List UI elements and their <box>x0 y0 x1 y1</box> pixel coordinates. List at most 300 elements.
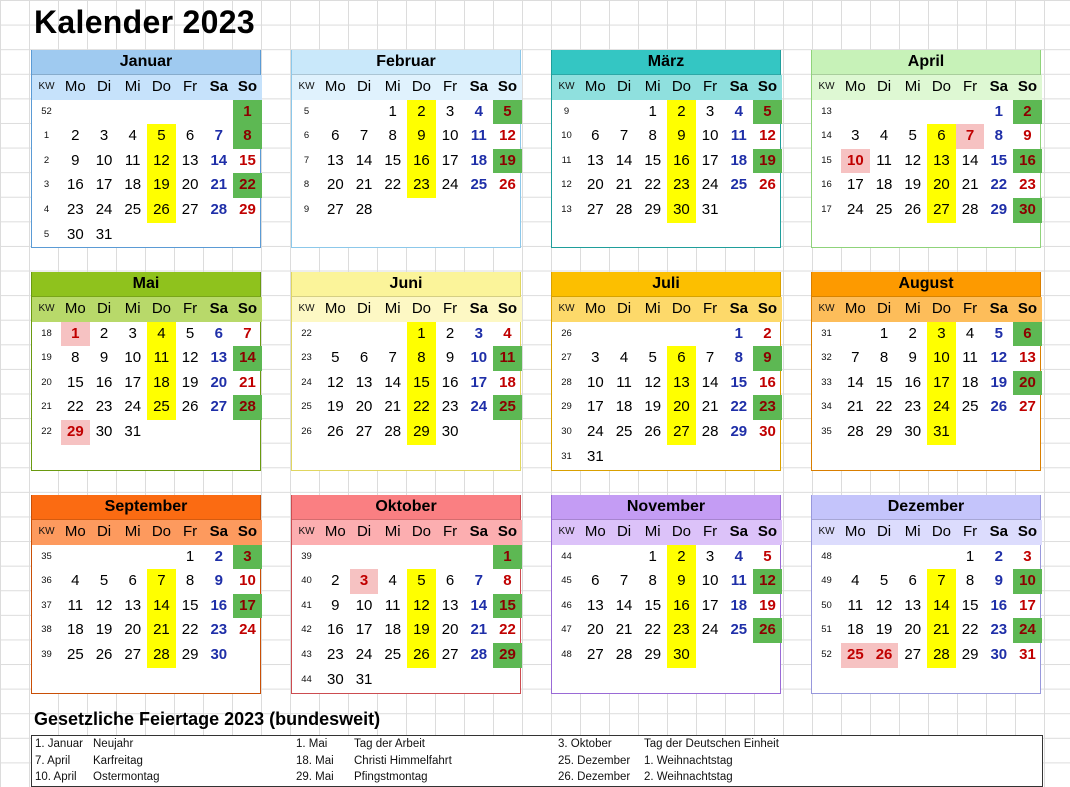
day-cell: 17 <box>470 373 488 391</box>
weekday-fr: Fr <box>436 520 465 545</box>
week-number: 20 <box>41 376 52 388</box>
kw-header: KW <box>552 75 581 100</box>
day-cell: 7 <box>956 124 985 149</box>
week-number: 34 <box>821 401 832 413</box>
day-cell: 11 <box>470 127 487 145</box>
weekday-sa: Sa <box>984 520 1013 545</box>
week-number: 21 <box>41 401 52 413</box>
empty-day <box>696 322 725 347</box>
day-cell: 24 <box>355 645 373 663</box>
week-number: 19 <box>41 352 52 364</box>
empty-day <box>118 223 147 248</box>
month-maerz <box>551 50 781 248</box>
day-cell: 30 <box>67 225 84 243</box>
weekday-so: So <box>233 75 262 100</box>
day-cell: 25 <box>147 395 176 420</box>
day-cell: 22 <box>499 621 516 639</box>
day-cell: 8 <box>648 127 657 145</box>
holiday-date: 29. Mai <box>296 771 334 784</box>
day-cell: 8 <box>994 127 1003 145</box>
empty-day <box>350 545 379 570</box>
empty-day <box>724 198 753 223</box>
day-cell: 24 <box>1013 618 1042 643</box>
day-cell: 6 <box>591 127 600 145</box>
week-row <box>32 100 260 125</box>
day-cell: 1 <box>879 324 889 342</box>
weekday-do: Do <box>667 520 696 545</box>
empty-day <box>436 668 465 693</box>
week-number: 52 <box>41 105 52 117</box>
weekday-mi: Mi <box>898 75 927 100</box>
day-cell: 5 <box>879 572 889 590</box>
empty-day <box>204 100 233 125</box>
weekday-fr: Fr <box>436 75 465 100</box>
day-cell: 3 <box>1023 547 1032 565</box>
day-cell: 16 <box>990 596 1008 614</box>
week-row <box>812 594 1040 619</box>
day-cell: 6 <box>591 572 600 590</box>
day-cell: 20 <box>587 176 604 194</box>
day-cell: 6 <box>359 349 369 367</box>
day-cell: 21 <box>384 398 402 416</box>
empty-day <box>610 100 639 125</box>
day-cell: 20 <box>904 621 922 639</box>
weekday-fr: Fr <box>176 75 205 100</box>
day-cell: 23 <box>441 398 459 416</box>
empty-day <box>118 545 147 570</box>
empty-day <box>898 545 927 570</box>
day-cell: 29 <box>644 200 662 218</box>
weekday-do: Do <box>147 297 176 322</box>
holiday-name: Tag der Arbeit <box>354 738 425 750</box>
day-cell: 11 <box>730 572 747 590</box>
day-cell: 17 <box>701 596 719 614</box>
day-cell: 23 <box>753 395 782 420</box>
weekday-mi: Mi <box>638 75 667 100</box>
weekday-fr: Fr <box>436 297 465 322</box>
day-cell: 15 <box>384 151 402 169</box>
week-number: 22 <box>41 425 52 437</box>
day-cell: 14 <box>210 151 228 169</box>
weekday-so: So <box>493 75 522 100</box>
day-cell: 10 <box>95 151 113 169</box>
holiday-name: 1. Weihnachtstag <box>644 754 733 767</box>
weekday-di: Di <box>610 75 639 100</box>
empty-day <box>407 668 436 693</box>
week-row <box>552 643 780 668</box>
weekday-sa: Sa <box>724 520 753 545</box>
week-number: 7 <box>303 154 310 166</box>
empty-day <box>581 322 610 347</box>
day-cell: 26 <box>327 422 344 440</box>
week-number: 52 <box>821 648 832 660</box>
day-cell: 28 <box>147 643 176 668</box>
day-cell: 10 <box>927 346 956 371</box>
week-row <box>32 618 260 643</box>
week-number: 48 <box>821 550 832 562</box>
month-name: April <box>812 50 1040 75</box>
week-row <box>292 594 520 619</box>
day-cell: 12 <box>407 594 436 619</box>
day-cell: 7 <box>619 572 629 590</box>
day-cell: 24 <box>239 621 256 639</box>
day-cell: 17 <box>1019 596 1036 614</box>
empty-day <box>581 545 610 570</box>
day-cell: 28 <box>847 422 864 440</box>
day-cell: 11 <box>847 596 864 614</box>
week-number: 29 <box>561 401 572 413</box>
day-cell: 18 <box>615 398 633 416</box>
week-number: 42 <box>301 624 312 636</box>
day-cell: 28 <box>470 645 488 663</box>
day-cell: 22 <box>875 398 893 416</box>
day-cell: 15 <box>493 594 522 619</box>
week-number: 14 <box>821 130 832 142</box>
month-april <box>811 50 1041 248</box>
day-cell: 27 <box>1019 398 1036 416</box>
month-name: Juli <box>552 272 780 297</box>
day-cell: 3 <box>705 102 715 120</box>
week-row <box>32 420 260 445</box>
week-row <box>32 124 260 149</box>
day-cell: 2 <box>407 100 436 125</box>
weekday-sa: Sa <box>984 297 1013 322</box>
day-cell: 23 <box>990 621 1008 639</box>
day-cell: 5 <box>407 569 436 594</box>
weekday-mo: Mo <box>841 297 870 322</box>
weekday-sa: Sa <box>204 297 233 322</box>
month-august <box>811 272 1041 471</box>
day-cell: 12 <box>147 149 176 174</box>
empty-day <box>667 445 696 470</box>
day-cell: 9 <box>994 572 1003 590</box>
weekday-header-row <box>552 520 780 545</box>
day-cell: 8 <box>233 124 262 149</box>
empty-day <box>841 100 870 125</box>
day-cell: 20 <box>181 176 199 194</box>
weekday-di: Di <box>870 297 899 322</box>
empty-day <box>493 668 522 693</box>
day-cell: 11 <box>147 346 176 371</box>
day-cell: 14 <box>384 373 402 391</box>
day-cell: 12 <box>990 349 1008 367</box>
week-number: 50 <box>821 599 832 611</box>
week-number: 39 <box>301 550 312 562</box>
day-cell: 6 <box>927 124 956 149</box>
week-row <box>552 371 780 396</box>
month-mai <box>31 272 261 471</box>
day-cell: 4 <box>71 572 80 590</box>
day-cell: 9 <box>331 596 340 614</box>
month-name: Mai <box>32 272 260 297</box>
day-cell: 17 <box>701 151 719 169</box>
day-cell: 23 <box>667 618 696 643</box>
weekday-header-row <box>552 297 780 322</box>
weekday-fr: Fr <box>956 75 985 100</box>
day-cell: 18 <box>67 621 84 639</box>
day-cell: 9 <box>445 349 455 367</box>
day-cell: 28 <box>210 200 228 218</box>
day-cell: 19 <box>759 596 776 614</box>
day-cell: 16 <box>327 621 344 639</box>
day-cell: 15 <box>644 596 662 614</box>
empty-day <box>204 223 233 248</box>
empty-day <box>321 322 350 347</box>
day-cell: 27 <box>327 200 344 218</box>
day-cell: 12 <box>753 569 782 594</box>
weekday-header-row <box>32 75 260 100</box>
day-cell: 6 <box>185 127 195 145</box>
empty-day <box>147 223 176 248</box>
weekday-do: Do <box>667 75 696 100</box>
day-cell: 4 <box>474 102 483 120</box>
weekday-mo: Mo <box>841 75 870 100</box>
empty-day <box>696 445 725 470</box>
day-cell: 29 <box>644 645 662 663</box>
day-cell: 6 <box>667 346 696 371</box>
day-cell: 3 <box>851 127 860 145</box>
day-cell: 27 <box>181 200 199 218</box>
day-cell: 30 <box>327 670 344 688</box>
day-cell: 4 <box>503 324 512 342</box>
day-cell: 11 <box>493 346 522 371</box>
day-cell: 5 <box>753 100 782 125</box>
day-cell: 13 <box>124 596 142 614</box>
day-cell: 28 <box>355 200 373 218</box>
day-cell: 21 <box>847 398 864 416</box>
week-number: 17 <box>821 203 832 215</box>
weekday-fr: Fr <box>696 75 725 100</box>
day-cell: 5 <box>648 349 657 367</box>
day-cell: 29 <box>961 645 979 663</box>
day-cell: 27 <box>587 200 604 218</box>
week-number: 43 <box>301 648 312 660</box>
day-cell: 5 <box>331 349 340 367</box>
day-cell: 22 <box>233 173 262 198</box>
day-cell: 7 <box>619 127 629 145</box>
day-cell: 20 <box>1013 371 1042 396</box>
holiday-date: 1. Januar <box>35 738 83 750</box>
week-number: 49 <box>821 575 832 587</box>
day-cell: 18 <box>730 596 748 614</box>
week-number: 38 <box>41 624 52 636</box>
day-cell: 16 <box>667 149 696 174</box>
day-cell: 4 <box>619 349 629 367</box>
empty-day <box>61 100 90 125</box>
day-cell: 13 <box>210 349 228 367</box>
day-cell: 12 <box>327 373 344 391</box>
kw-header: KW <box>812 520 841 545</box>
week-row <box>292 420 520 445</box>
day-cell: 13 <box>1019 349 1036 367</box>
week-number: 41 <box>301 599 312 611</box>
week-row <box>32 545 260 570</box>
month-september <box>31 495 261 694</box>
empty-day <box>638 322 667 347</box>
week-row <box>292 173 520 198</box>
empty-day <box>204 420 233 445</box>
day-cell: 8 <box>388 127 397 145</box>
day-cell: 9 <box>99 349 109 367</box>
day-cell: 7 <box>927 569 956 594</box>
day-cell: 4 <box>734 547 743 565</box>
day-cell: 10 <box>124 349 142 367</box>
day-cell: 13 <box>904 596 922 614</box>
week-row <box>552 569 780 594</box>
day-cell: 13 <box>667 371 696 396</box>
day-cell: 1 <box>734 324 743 342</box>
day-cell: 24 <box>441 176 459 194</box>
weekday-mo: Mo <box>581 520 610 545</box>
day-cell: 27 <box>355 422 373 440</box>
week-row <box>812 395 1040 420</box>
weekday-so: So <box>233 520 262 545</box>
weekday-mi: Mi <box>378 75 407 100</box>
day-cell: 16 <box>210 596 228 614</box>
day-cell: 29 <box>407 420 436 445</box>
day-cell: 2 <box>667 100 696 125</box>
weekday-di: Di <box>870 75 899 100</box>
weekday-mo: Mo <box>61 297 90 322</box>
weekday-mi: Mi <box>118 520 147 545</box>
day-cell: 1 <box>994 102 1003 120</box>
day-cell: 25 <box>841 643 870 668</box>
kw-header: KW <box>32 297 61 322</box>
holiday-date: 3. Oktober <box>558 738 612 750</box>
day-cell: 14 <box>701 373 719 391</box>
day-cell: 31 <box>355 670 373 688</box>
day-cell: 19 <box>95 621 113 639</box>
week-row <box>552 124 780 149</box>
weekday-sa: Sa <box>464 520 493 545</box>
empty-day <box>724 445 753 470</box>
empty-day <box>464 668 493 693</box>
day-cell: 26 <box>147 198 176 223</box>
day-cell: 1 <box>233 100 262 125</box>
weekday-sa: Sa <box>984 75 1013 100</box>
month-juli <box>551 272 781 471</box>
day-cell: 29 <box>990 200 1008 218</box>
weekday-di: Di <box>350 297 379 322</box>
weekday-do: Do <box>407 297 436 322</box>
month-januar <box>31 50 261 248</box>
empty-day <box>176 223 205 248</box>
day-cell: 28 <box>384 422 402 440</box>
day-cell: 21 <box>961 176 979 194</box>
day-cell: 1 <box>965 547 975 565</box>
week-number: 5 <box>43 228 50 240</box>
day-cell: 24 <box>701 621 719 639</box>
day-cell: 1 <box>648 547 657 565</box>
day-cell: 14 <box>615 596 633 614</box>
day-cell: 26 <box>870 643 899 668</box>
empty-day <box>1013 420 1042 445</box>
month-name: Februar <box>292 50 520 75</box>
month-name: November <box>552 495 780 520</box>
week-number: 6 <box>303 130 310 142</box>
empty-day <box>841 322 870 347</box>
month-name: August <box>812 272 1040 297</box>
weekday-di: Di <box>350 75 379 100</box>
day-cell: 25 <box>875 200 893 218</box>
week-row <box>552 420 780 445</box>
week-row <box>812 420 1040 445</box>
day-cell: 30 <box>990 645 1008 663</box>
day-cell: 12 <box>499 127 516 145</box>
day-cell: 26 <box>407 643 436 668</box>
week-row <box>552 198 780 223</box>
weekday-mo: Mo <box>581 297 610 322</box>
day-cell: 3 <box>591 349 600 367</box>
day-cell: 25 <box>493 395 522 420</box>
day-cell: 6 <box>1013 322 1042 347</box>
weekday-mo: Mo <box>321 520 350 545</box>
day-cell: 27 <box>667 420 696 445</box>
holiday-date: 1. Mai <box>296 738 328 750</box>
empty-day <box>724 643 753 668</box>
day-cell: 22 <box>407 395 436 420</box>
weekday-header-row <box>32 520 260 545</box>
month-februar <box>291 50 521 248</box>
day-cell: 24 <box>701 176 719 194</box>
day-cell: 11 <box>67 596 84 614</box>
day-cell: 12 <box>904 151 922 169</box>
day-cell: 21 <box>701 398 719 416</box>
week-row <box>32 371 260 396</box>
day-cell: 17 <box>233 594 262 619</box>
day-cell: 26 <box>904 200 922 218</box>
kw-header: KW <box>812 75 841 100</box>
weekday-sa: Sa <box>724 297 753 322</box>
month-juni <box>291 272 521 471</box>
month-dezember <box>811 495 1041 694</box>
day-cell: 8 <box>965 572 975 590</box>
week-number: 16 <box>821 179 832 191</box>
day-cell: 2 <box>667 545 696 570</box>
day-cell: 30 <box>210 645 228 663</box>
day-cell: 17 <box>847 176 864 194</box>
day-cell: 9 <box>908 349 917 367</box>
week-row <box>812 618 1040 643</box>
day-cell: 28 <box>927 643 956 668</box>
day-cell: 31 <box>587 447 604 465</box>
holidays-table <box>31 735 1043 787</box>
day-cell: 23 <box>1019 176 1036 194</box>
week-number: 36 <box>41 575 52 587</box>
day-cell: 1 <box>407 322 436 347</box>
day-cell: 11 <box>962 349 978 367</box>
day-cell: 18 <box>730 151 748 169</box>
day-cell: 19 <box>990 373 1008 391</box>
day-cell: 20 <box>927 173 956 198</box>
week-row <box>552 173 780 198</box>
day-cell: 26 <box>95 645 113 663</box>
weekday-mo: Mo <box>61 520 90 545</box>
week-number: 12 <box>561 179 572 191</box>
day-cell: 10 <box>239 572 256 590</box>
kw-header: KW <box>32 520 61 545</box>
day-cell: 13 <box>587 596 604 614</box>
day-cell: 21 <box>470 621 488 639</box>
day-cell: 4 <box>734 102 743 120</box>
day-cell: 5 <box>185 324 195 342</box>
day-cell: 29 <box>493 643 522 668</box>
day-cell: 25 <box>961 398 979 416</box>
weekday-mi: Mi <box>898 520 927 545</box>
day-cell: 7 <box>388 349 397 367</box>
day-cell: 10 <box>701 127 719 145</box>
week-number: 23 <box>301 352 312 364</box>
